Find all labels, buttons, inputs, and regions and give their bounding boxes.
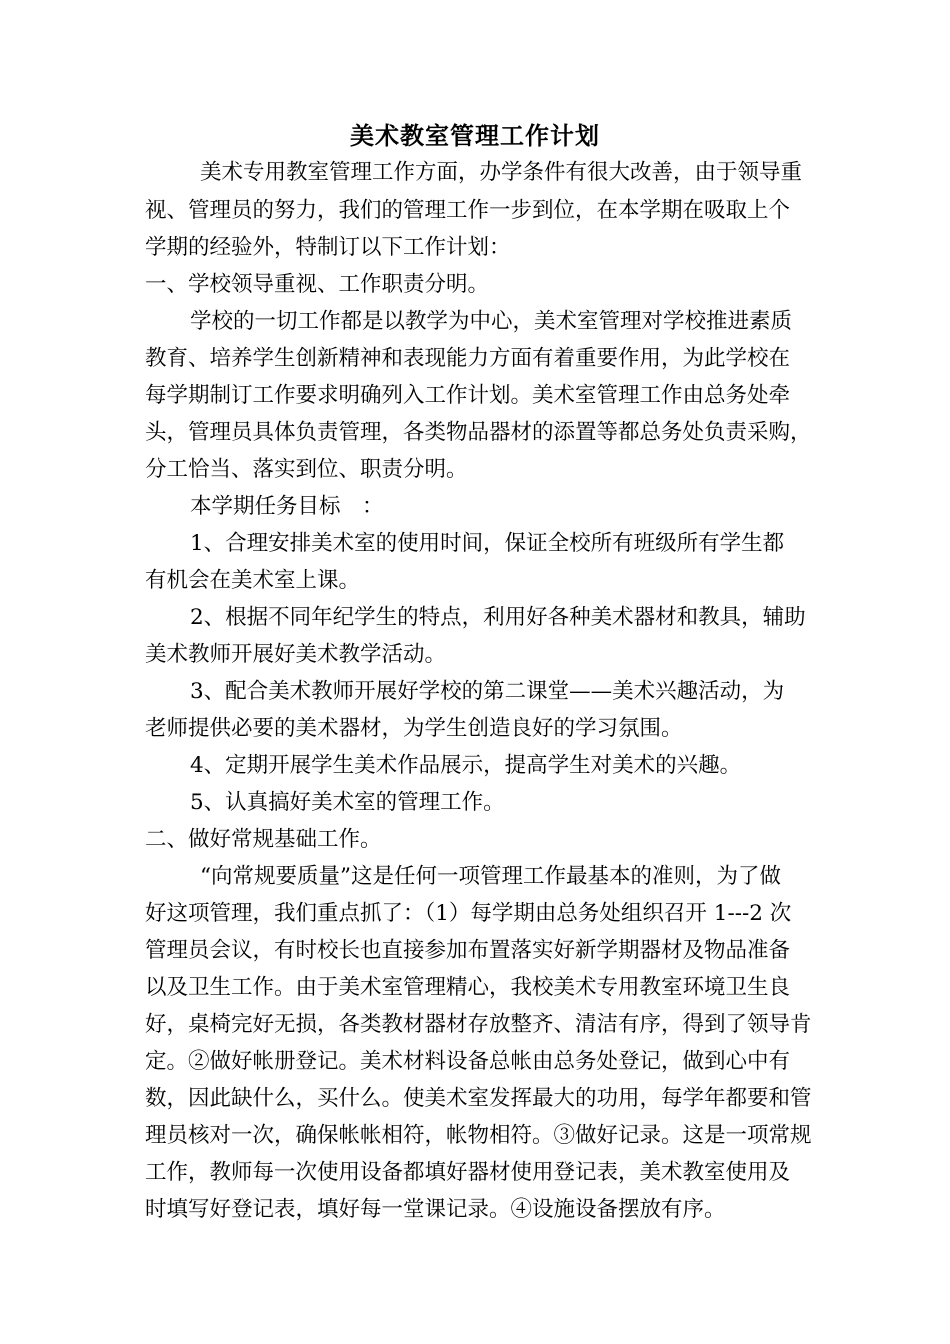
paragraph-line: 以及卫生工作。由于美术室管理精心，我校美术专用教室环境卫生良 (145, 975, 791, 1000)
paragraph-line: 管理员会议，有时校长也直接参加布置落实好新学期器材及物品准备 (145, 938, 791, 963)
list-item-continued: 老师提供必要的美术器材，为学生创造良好的学习氛围。 (145, 716, 683, 741)
page-title: 美术教室管理工作计划 (350, 121, 600, 150)
paragraph-line: 好，桌椅完好无损，各类教材器材存放整齐、清洁有序，得到了领导肯 (145, 1012, 812, 1037)
list-item-continued: 有机会在美术室上课。 (145, 568, 361, 593)
paragraph-line: 教育、培养学生创新精神和表现能力方面有着重要作用，为此学校在 (145, 346, 791, 371)
paragraph-line: 定。②做好帐册登记。美术材料设备总帐由总务处登记，做到心中有 (145, 1049, 791, 1074)
paragraph-line: “向常规要质量”这是任何一项管理工作最基本的准则，为了做 (200, 864, 781, 889)
paragraph-line: 美术专用教室管理工作方面，办学条件有很大改善，由于领导重 (200, 160, 803, 185)
paragraph-line: 每学期制订工作要求明确列入工作计划。美术室管理工作由总务处牵 (145, 383, 791, 408)
paragraph-line: 时填写好登记表，填好每一堂课记录。④设施设备摆放有序。 (145, 1197, 726, 1222)
list-item: 5、认真搞好美术室的管理工作。 (190, 790, 505, 815)
paragraph-line: 数，因此缺什么，买什么。使美术室发挥最大的功用，每学年都要和管 (145, 1086, 812, 1111)
subheading: 本学期任务目标 ： (190, 494, 384, 519)
paragraph-line: 视、管理员的努力，我们的管理工作一步到位，在本学期在吸取上个 (145, 198, 791, 223)
paragraph-line: 学校的一切工作都是以教学为中心，美术室管理对学校推进素质 (190, 309, 793, 334)
paragraph-line: 分工恰当、落实到位、职责分明。 (145, 457, 468, 482)
list-item: 3、配合美术教师开展好学校的第二课堂——美术兴趣活动，为 (190, 679, 785, 704)
list-item: 2、根据不同年纪学生的特点，利用好各种美术器材和教具，辅助 (190, 605, 806, 630)
list-item: 1、合理安排美术室的使用时间，保证全校所有班级所有学生都 (190, 531, 785, 556)
section-heading: 一、学校领导重视、工作职责分明。 (145, 272, 490, 297)
paragraph-line: 工作，教师每一次使用设备都填好器材使用登记表，美术教室使用及 (145, 1160, 791, 1185)
list-item: 4、定期开展学生美术作品展示，提高学生对美术的兴趣。 (190, 753, 742, 778)
paragraph-line: 学期的经验外，特制订以下工作计划： (145, 235, 511, 260)
section-heading: 二、做好常规基础工作。 (145, 827, 382, 852)
paragraph-line: 头，管理员具体负责管理，各类物品器材的添置等都总务处负责采购， (145, 420, 812, 445)
paragraph-line: 理员核对一次，确保帐帐相符，帐物相符。③做好记录。这是一项常规 (145, 1123, 812, 1148)
list-item-continued: 美术教师开展好美术教学活动。 (145, 642, 447, 667)
paragraph-line: 好这项管理，我们重点抓了：（1）每学期由总务处组织召开 1---2 次 (145, 901, 792, 926)
